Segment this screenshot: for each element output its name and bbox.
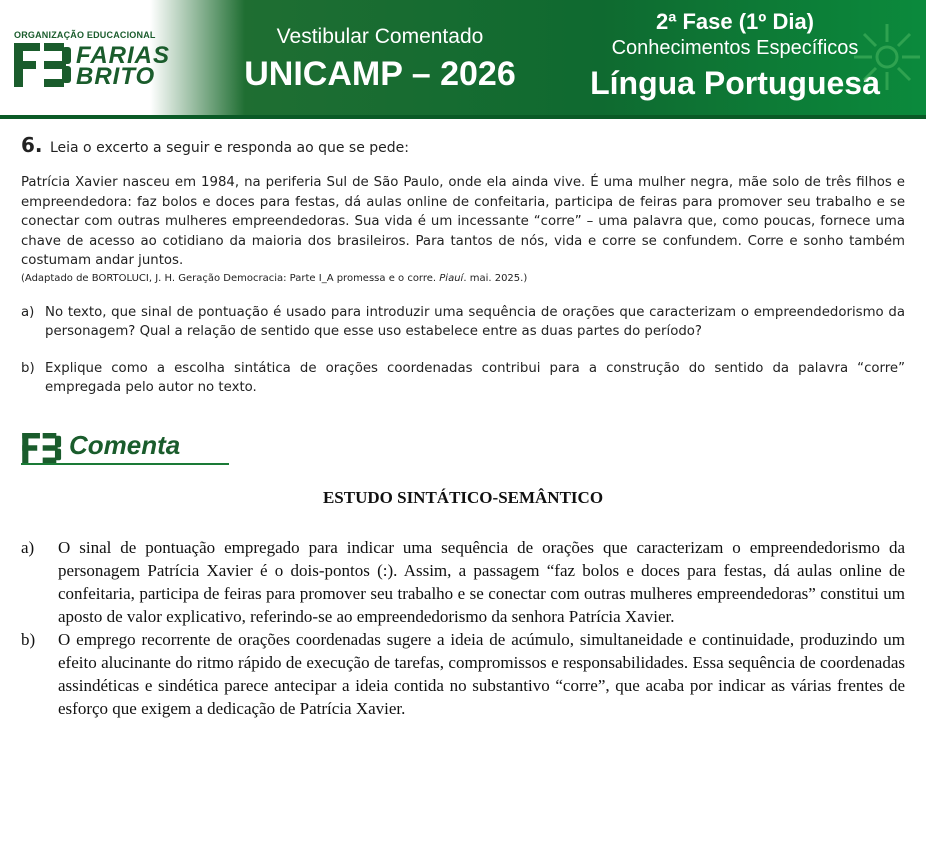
excerpt-source [21,272,905,286]
logo-word-brito: BRITO [76,63,156,90]
header-phase: 2ª Fase (1º Dia) [655,9,815,34]
header-bottom-band [0,115,926,119]
fb-logo-icon [14,43,72,87]
header-subject: Língua Portuguesa [590,65,880,101]
comenta-underline [21,463,229,465]
comenta-label: Comenta [69,430,181,460]
farias-brito-logo [14,30,174,90]
question-item-b [21,359,905,398]
answer-text: O sinal de pontuação empregado para indicar uma sequência de orações que caracterizam o empreendedorismo da personagem Patrícia Xavier é o dois-pontos (:). Assim, a passagem “faz bolos e doces para festas, dá aulas online de confeitaria, participa de feiras para promover seu trabalho e se conectar com outras mulheres empreendedoras” constitui um aposto de valor explicativo, referindo-se ao empreendedorismo da senhora Patrícia Xavier. [58,538,905,626]
item-letter: a) [21,304,35,320]
item-letter: b) [21,360,35,376]
source-text: (Adaptado de BORTOLUCI, J. H. Geração Democracia: Parte I_A promessa e o corre. [21,272,440,284]
unicamp-emblem-icon [852,22,922,92]
question-block [21,135,905,398]
source-date: . mai. 2025.) [463,272,528,284]
answers-block [21,536,905,720]
question-prompt: Leia o excerto a seguir e responda ao que se pede: [49,140,409,156]
header-exam-block [230,24,530,96]
answer-text: O emprego recorrente de orações coordenadas sugere a ideia de acúmulo, simultaneidade e continuidade, produzindo um efeito alucinante do ritmo rápido de execução de tarefas, compromissos e responsabilidades. Essa sequência de coordenadas assindéticas e sindética parece antecipar a ideia contida no substantivo “corre”, que acaba por indicar as várias frentes de esforço que exigem a dedicação de Patrícia Xavier. [58,630,905,718]
header-subject-block [580,8,890,104]
header-section: Conhecimentos Específicos [611,37,859,59]
header-exam-title: UNICAMP – 2026 [244,55,516,93]
source-magazine: Piauí [439,272,464,284]
logo-org-text: ORGANIZAÇÃO EDUCACIONAL [14,30,156,40]
fb-comenta-logo [21,430,229,466]
answer-a [21,536,905,628]
fb-small-logo-icon [21,433,63,463]
question-excerpt: Patrícia Xavier nasceu em 1984, na periferia Sul de São Paulo, onde ela ainda vive. É uma mulher negra, mãe solo de três filhos e empreendedora: faz bolos e doces para festas, dá aulas online de confeitaria, participa de feiras para promover seu trabalho e se conectar com outras mulheres empreendedoras. Sua vida é um incessante “corre” – uma palavra que, como poucas, fornece uma chave de acesso ao cotidiano da maioria dos brasileiros. Para tantos de nós, vida e corre se confundem. Corre e sonho também costumam andar juntos. [21,175,905,268]
answer-letter: b) [21,630,36,649]
question-item-a [21,303,905,342]
page-header [0,0,926,119]
logo-word-farias: FARIAS [76,42,171,69]
answer-letter: a) [21,538,35,557]
answer-b [21,628,905,720]
question-heading [21,135,905,158]
item-text: Explique como a escolha sintática de orações coordenadas contribui para a construção do sentido da palavra “corre” empregada pelo autor no texto. [45,360,905,395]
question-number: 6. [21,133,43,157]
item-text: No texto, que sinal de pontuação é usado para introduzir uma sequência de orações que caracterizam o empreendedorismo da personagem? Qual a relação de sentido que esse uso estabelece entre as duas partes do período? [45,304,905,339]
header-subtitle: Vestibular Comentado [276,25,484,48]
comment-title: ESTUDO SINTÁTICO-SEMÂNTICO [322,488,604,507]
